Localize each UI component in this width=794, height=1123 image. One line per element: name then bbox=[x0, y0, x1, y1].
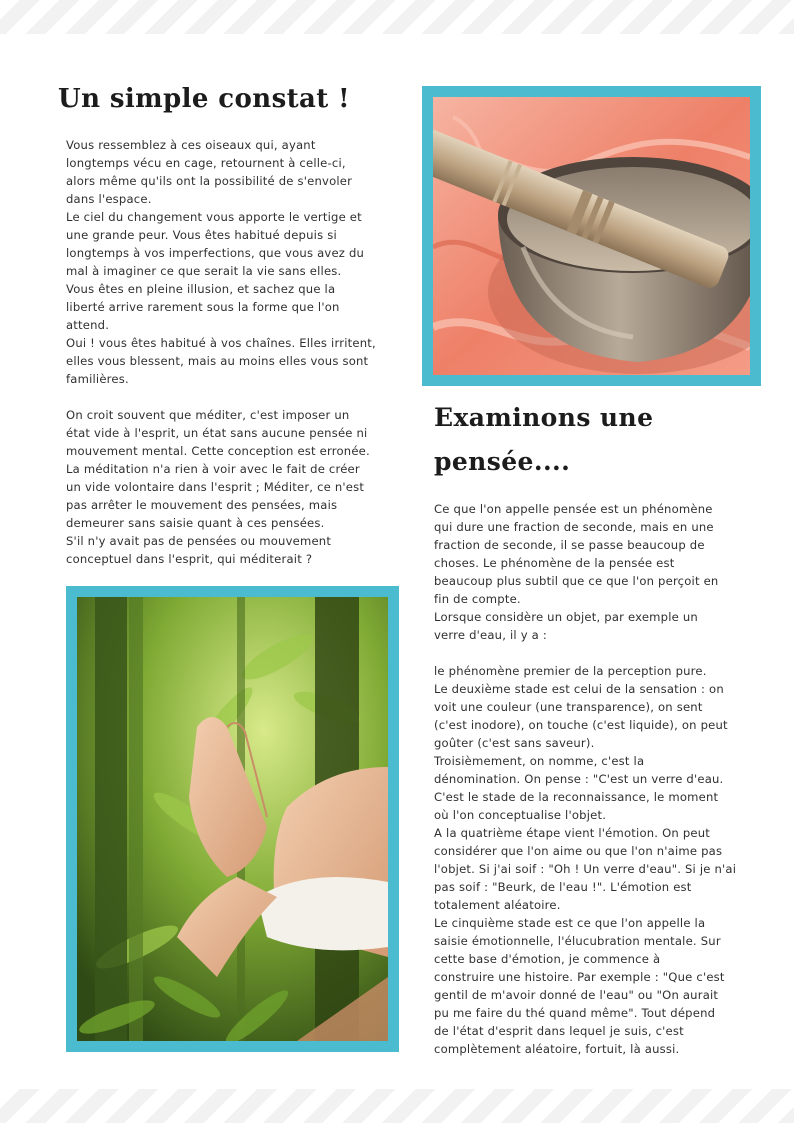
section-title-pensee: Examinons une pensée.... bbox=[434, 403, 654, 476]
pensee-paragraph-1: Ce que l'on appelle pensée est un phénomène qui dure une fraction de seconde, mais en une fraction de seconde, il se passe beaucoup de choses. Le phénomène de la pensée est beaucoup plus subtil que ce que l'on perçoit en fin de compte. Lorsque considère un objet, par exemple un verre d'eau, il y a : bbox=[434, 502, 719, 642]
section-title-constat: Un simple constat ! bbox=[58, 84, 350, 114]
decorative-stripe-top bbox=[0, 0, 794, 34]
singing-bowl-image-frame bbox=[422, 86, 761, 386]
decorative-stripe-bottom bbox=[0, 1089, 794, 1123]
pensee-paragraph-2: le phénomène premier de la perception pure. Le deuxième stade est celui de la sensation : on voit une couleur (une transparence), on sent (c'est inodore), on touche (c'est liquide), on peut goûter (c'est sans saveur). Troisièmement, on nomme, c'est la dénomination. On pense : "C'est un verre d'eau. C'est le stade de la reconnaissance, le moment où l'on conceptualise l'objet. A la quatrième étape vient l'émotion. On peut considérer que l'on aime ou que l'on n'aime pas l'objet. Si j'ai soif : "Oh ! Un verre d'eau". Si je n'ai pas soif : "Beurk, de l'eau !". L'émotion est totalement aléatoire. Le cinquième stade est ce que l'on appelle la saisie émotionnelle, l'élucubration mentale. Sur cette base d'émotion, je commence à construire une histoire. Par exemple : "Que c'est gentil de m'avoir donné de l'eau" ou "On aurait pu me faire du thé quand même". Tout dépend de l'état d'esprit dans lequel je suis, c'est complètement aléatoire, fortuit, là aussi. bbox=[434, 664, 737, 1056]
meditation-image-frame bbox=[66, 586, 399, 1052]
meditation-image bbox=[77, 597, 388, 1041]
singing-bowl-image bbox=[433, 97, 750, 375]
constat-paragraph-1: Vous ressemblez à ces oiseaux qui, ayant longtemps vécu en cage, retournent à celle-ci, alors même qu'ils ont la possibilité de s'envoler dans l'espace. Le ciel du changement vous apporte le vertige et une grande peur. Vous êtes habitué depuis si longtemps à vos imperfections, que vous avez du mal à imaginer ce que serait la vie sans elles. Vous êtes en pleine illusion, et sachez que la liberté arrive rarement sous la forme que l'on attend. Oui ! vous êtes habitué à vos chaînes. Elles irritent, elles vous blessent, mais au moins elles vous sont familières. bbox=[66, 138, 376, 386]
constat-paragraph-2: On croit souvent que méditer, c'est imposer un état vide à l'esprit, un état sans aucune pensée ni mouvement mental. Cette conception est erronée. La méditation n'a rien à voir avec le fait de créer un vide volontaire dans l'esprit ; Méditer, ce n'est pas arrêter le mouvement des pensées, mais demeurer sans saisie quant à ces pensées. S'il n'y avait pas de pensées ou mouvement conceptuel dans l'esprit, qui méditerait ? bbox=[66, 408, 370, 566]
constat-text-block bbox=[66, 136, 386, 568]
pensee-text-block bbox=[434, 500, 739, 1058]
